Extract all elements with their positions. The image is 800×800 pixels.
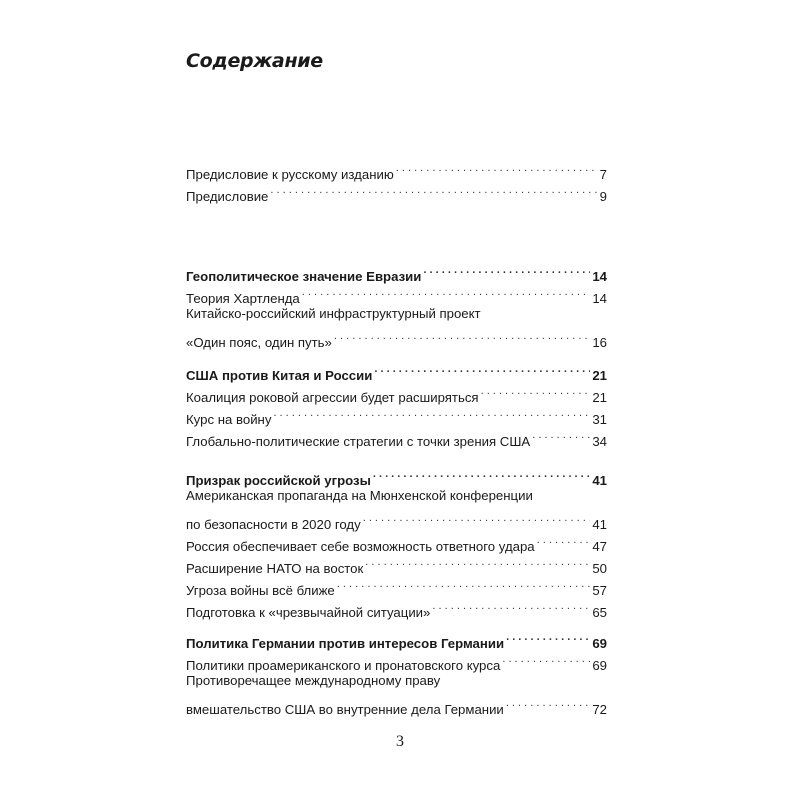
toc-entry-label: Китайско-российский инфраструктурный проект	[186, 306, 481, 321]
toc-entry[interactable]	[186, 507, 607, 532]
toc-entry[interactable]	[186, 303, 607, 325]
toc-entry-label: Россия обеспечивает себе возможность ответного удара	[186, 539, 535, 554]
leader-dots	[502, 648, 590, 670]
leader-dots	[432, 595, 590, 617]
leader-dots	[334, 325, 590, 347]
toc-chapter-page: 69	[592, 636, 607, 651]
leader-dots	[506, 626, 590, 648]
toc-chapter[interactable]	[186, 463, 607, 488]
toc-entry-page: 41	[592, 517, 607, 532]
leader-dots	[270, 179, 597, 201]
toc-entry-label: Коалиция роковой агрессии будет расширяться	[186, 390, 479, 405]
leader-dots	[363, 507, 591, 529]
toc-chapter[interactable]	[186, 259, 607, 284]
toc-entry[interactable]	[186, 325, 607, 350]
toc-entry-page: 21	[592, 390, 607, 405]
toc-group-preface	[186, 157, 607, 204]
toc-entry-page: 47	[592, 539, 607, 554]
toc-chapter-label: Призрак российской угрозы	[186, 473, 371, 488]
page-title: Содержание	[186, 50, 323, 72]
toc-entry-page: 34	[592, 434, 607, 449]
toc-entry-page: 31	[592, 412, 607, 427]
leader-dots	[396, 157, 598, 179]
toc-entry-label: Предисловие к русскому изданию	[186, 167, 394, 182]
toc-entry-label: Угроза войны всё ближе	[186, 583, 335, 598]
leader-dots	[302, 281, 591, 303]
toc-entry-label: Политики проамериканского и пронатовского курса	[186, 658, 501, 673]
toc-entry-label: Глобально-политические стратегии с точки зрения США	[186, 434, 531, 449]
toc-group-eurasia	[186, 259, 607, 350]
toc-chapter[interactable]	[186, 626, 607, 651]
toc-group-usa	[186, 358, 607, 449]
toc-entry-page: 69	[592, 658, 607, 673]
toc-entry-label: Американская пропаганда на Мюнхенской конференции	[186, 488, 533, 503]
toc-entry-page: 50	[592, 561, 607, 576]
toc-entry[interactable]	[186, 157, 607, 182]
toc-entry-label: Теория Хартленда	[186, 291, 300, 306]
leader-dots	[537, 529, 591, 551]
toc-entry-page: 72	[592, 702, 607, 717]
toc-group-russia	[186, 463, 607, 620]
leader-dots	[273, 402, 590, 424]
toc-chapter-label: Геополитическое значение Евразии	[186, 269, 422, 284]
toc-entry-page: 9	[599, 189, 607, 204]
toc-chapter[interactable]	[186, 358, 607, 383]
toc-entry[interactable]	[186, 485, 607, 507]
toc-entry-page: 57	[592, 583, 607, 598]
leader-dots	[373, 463, 590, 485]
leader-dots	[423, 259, 590, 281]
toc-chapter-page: 14	[592, 269, 607, 284]
leader-dots	[532, 424, 590, 446]
toc-chapter-page: 41	[592, 473, 607, 488]
toc-entry[interactable]	[186, 670, 607, 692]
leader-dots	[337, 573, 591, 595]
toc-entry-page: 65	[592, 605, 607, 620]
toc-entry-label: «Один пояс, один путь»	[186, 335, 332, 350]
toc-entry-label: Подготовка к «чрезвычайной ситуации»	[186, 605, 431, 620]
toc-entry-page: 7	[599, 167, 607, 182]
toc-entry-label: по безопасности в 2020 году	[186, 517, 361, 532]
leader-dots	[506, 692, 591, 714]
toc-entry-label: вмешательство США во внутренние дела Германии	[186, 702, 504, 717]
toc-entry-page: 16	[592, 335, 607, 350]
toc-chapter-label: Политика Германии против интересов Германии	[186, 636, 505, 651]
toc-entry-label: Курс на войну	[186, 412, 272, 427]
toc-entry-label: Расширение НАТО на восток	[186, 561, 364, 576]
toc-entry-label: Предисловие	[186, 189, 269, 204]
toc-entry-page: 14	[592, 291, 607, 306]
toc-chapter-page: 21	[592, 368, 607, 383]
toc-entry[interactable]	[186, 692, 607, 717]
leader-dots	[481, 380, 591, 402]
leader-dots	[365, 551, 590, 573]
leader-dots	[374, 358, 590, 380]
toc-chapter-label: США против Китая и России	[186, 368, 373, 383]
page-number: 3	[396, 733, 404, 750]
toc-group-germany	[186, 626, 607, 717]
toc-entry-label: Противоречащее международному праву	[186, 673, 441, 688]
